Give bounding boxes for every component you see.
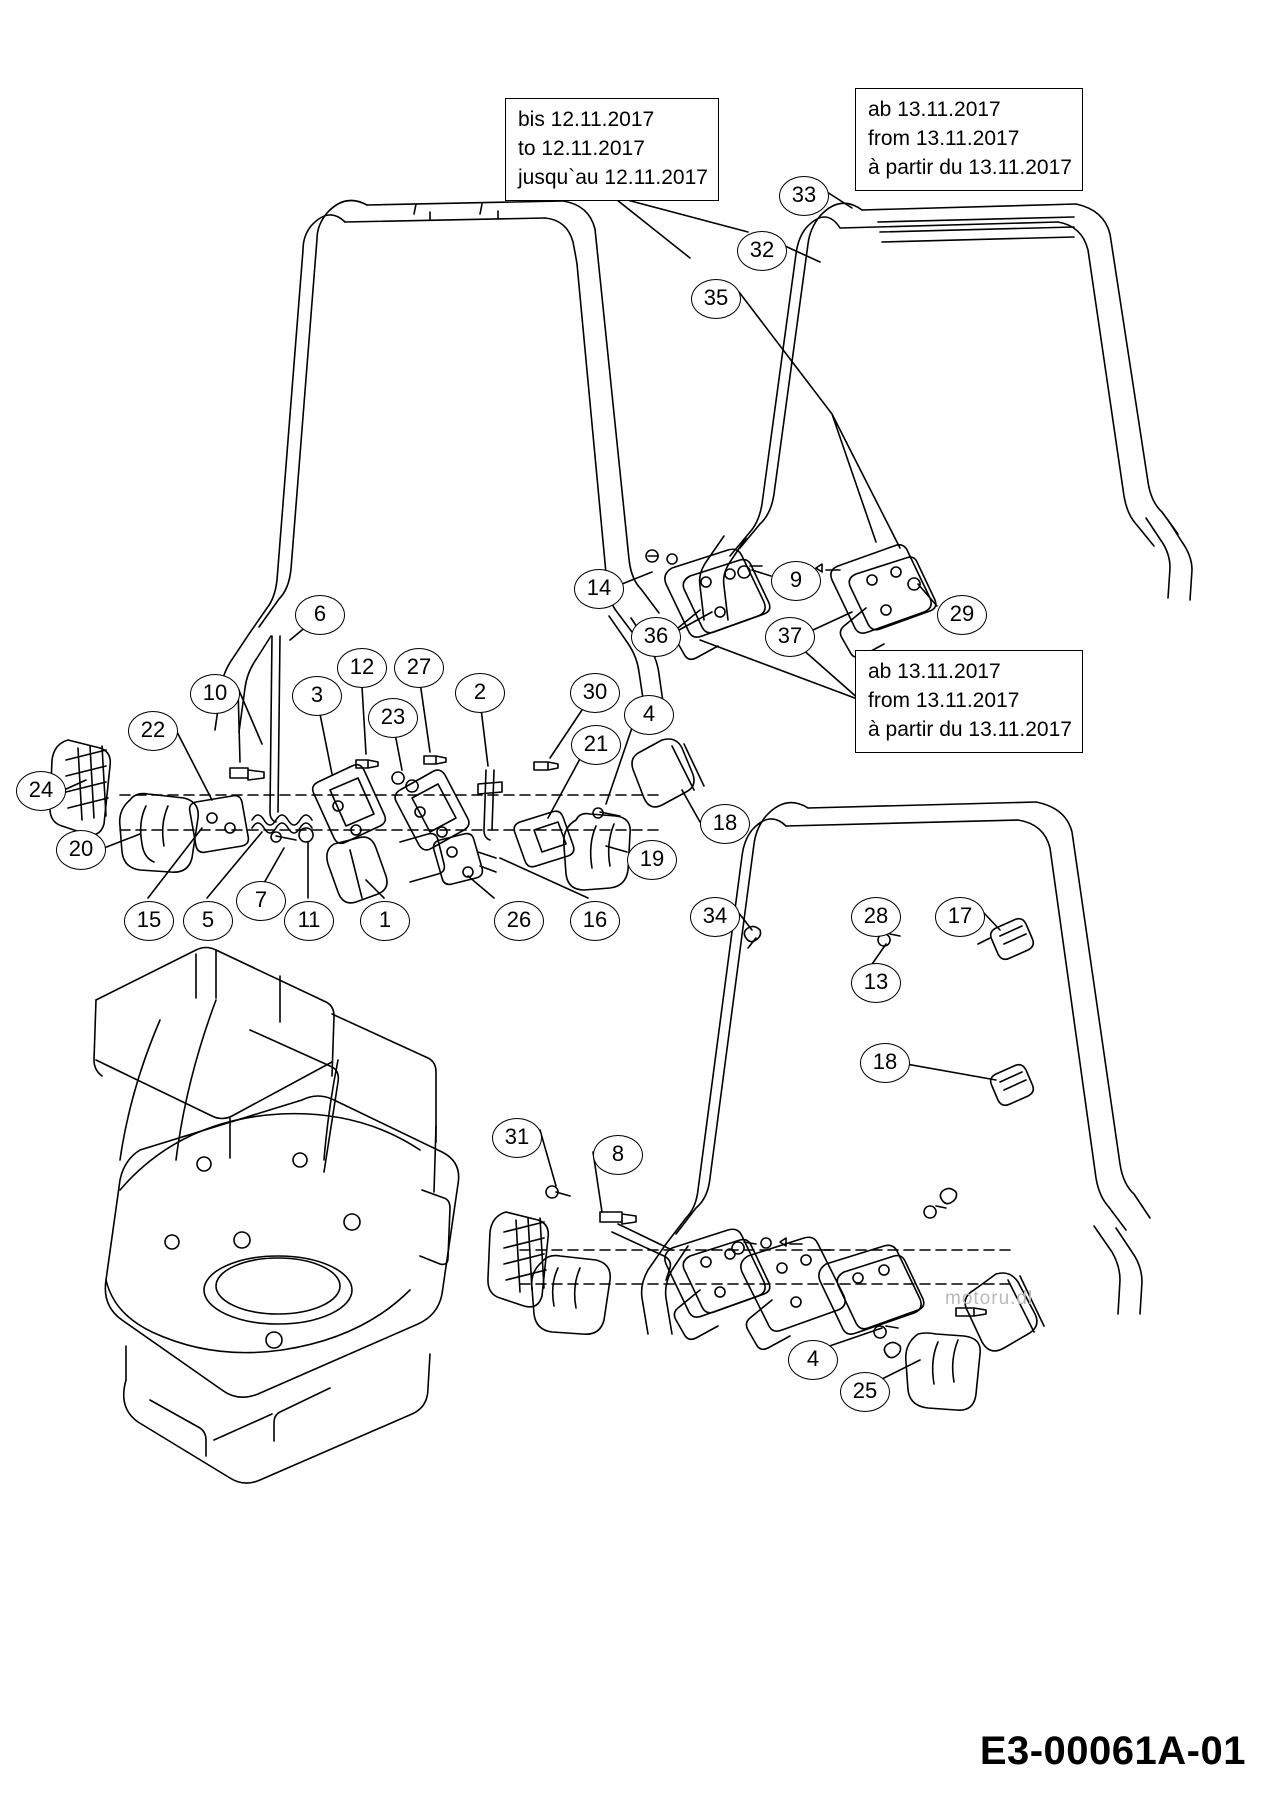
callout-32: 32	[737, 231, 787, 271]
callout-23: 23	[368, 698, 418, 738]
note-box-top-left	[505, 98, 719, 201]
note-line: à partir du 13.11.2017	[868, 156, 1072, 179]
callout-3: 3	[292, 676, 342, 716]
callout-35: 35	[691, 279, 741, 319]
callout-13: 13	[851, 963, 901, 1003]
note-line: jusqu`au 12.11.2017	[518, 166, 708, 189]
callout-19: 19	[627, 840, 677, 880]
callout-7: 7	[236, 881, 286, 921]
callout-17: 17	[935, 897, 985, 937]
callout-8: 8	[593, 1135, 643, 1175]
note-line: ab 13.11.2017	[868, 660, 1001, 683]
note-line: from 13.11.2017	[868, 689, 1020, 712]
note-line: ab 13.11.2017	[868, 98, 1001, 121]
callout-2: 2	[455, 673, 505, 713]
callout-18: 18	[860, 1043, 910, 1083]
callout-10: 10	[190, 674, 240, 714]
callout-18: 18	[700, 804, 750, 844]
callout-6: 6	[295, 595, 345, 635]
callout-31: 31	[492, 1118, 542, 1158]
callout-5: 5	[183, 901, 233, 941]
note-line: bis 12.11.2017	[518, 108, 655, 131]
callout-1: 1	[360, 901, 410, 941]
callout-28: 28	[851, 897, 901, 937]
callout-24: 24	[16, 771, 66, 811]
note-box-top-right	[855, 88, 1083, 191]
callout-14: 14	[574, 569, 624, 609]
callout-4: 4	[788, 1340, 838, 1380]
callout-36: 36	[631, 617, 681, 657]
callout-26: 26	[494, 901, 544, 941]
note-line: à partir du 13.11.2017	[868, 718, 1072, 741]
callout-27: 27	[394, 648, 444, 688]
callout-11: 11	[284, 901, 334, 941]
callout-25: 25	[840, 1372, 890, 1412]
watermark: motoru.dl	[945, 1288, 1034, 1309]
note-line: from 13.11.2017	[868, 127, 1020, 150]
callout-20: 20	[56, 830, 106, 870]
callout-30: 30	[570, 673, 620, 713]
callout-4: 4	[624, 695, 674, 735]
note-line: to 12.11.2017	[518, 137, 645, 160]
callout-9: 9	[771, 561, 821, 601]
note-box-middle-right	[855, 650, 1083, 753]
callout-29: 29	[937, 595, 987, 635]
callout-12: 12	[337, 648, 387, 688]
callout-33: 33	[779, 176, 829, 216]
callout-22: 22	[128, 711, 178, 751]
callout-15: 15	[124, 901, 174, 941]
callout-34: 34	[690, 897, 740, 937]
drawing-number: E3-00061A-01	[979, 1729, 1246, 1773]
callout-16: 16	[570, 901, 620, 941]
callout-37: 37	[765, 617, 815, 657]
callout-21: 21	[571, 725, 621, 765]
